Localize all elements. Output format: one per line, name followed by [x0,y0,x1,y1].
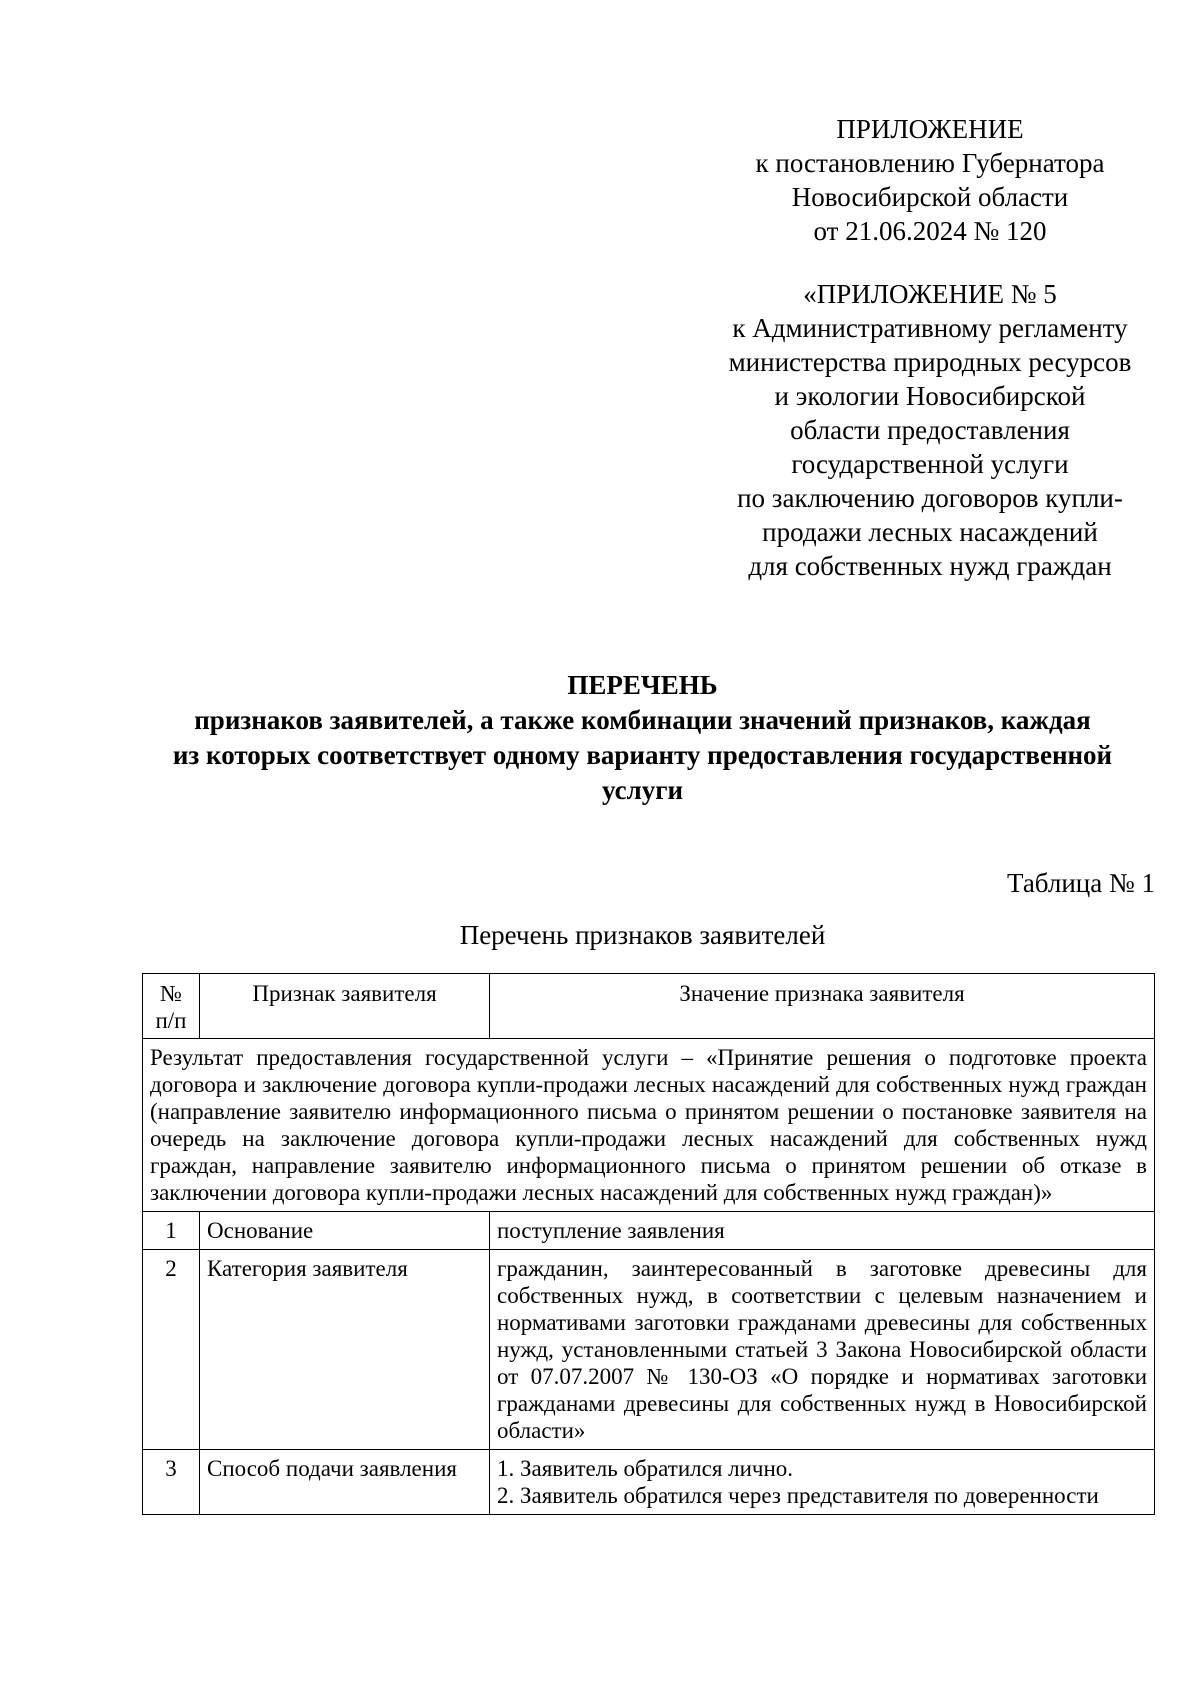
reglament-appendix-line: министерства природных ресурсов [728,347,1132,377]
row-value [490,1450,1155,1515]
header-value: Значение признака заявителя [490,974,1155,1039]
row-number: 1 [143,1212,200,1250]
title-subtitle-line: из которых соответствует одному варианту предоставления государственной [172,740,1113,770]
header-number: № п/п [143,974,200,1039]
row-value: гражданин, заинтересованный в заготовке древесины для собственных нужд, в соответствии с целевым назначением и нормативами заготовки гражданами древесины для собственных нужд, установленными статьей 3 Закона Новосибирской области от 07.07.2007 № 130-ОЗ «О порядке и нормативах заготовки гражданами древесины для собственных нужд в Новосибирской области» [490,1250,1155,1450]
title-subtitle-line: услуги [601,775,684,805]
table-caption: Перечень признаков заявителей [459,920,826,950]
appendix-line: Новосибирской области [791,182,1069,212]
row-number: 3 [143,1450,200,1515]
result-row [143,1039,1155,1212]
appendix-header [700,112,1160,248]
applicant-features-table [142,973,1155,1515]
row-feature: Категория заявителя [200,1250,490,1450]
title-subtitle-line: признаков заявителей, а также комбинации значений признаков, каждая [194,705,1091,735]
reglament-appendix-line: области предоставления [790,415,1070,445]
reglament-appendix-line: к Административному регламенту [732,313,1128,343]
row-value: поступление заявления [490,1212,1155,1250]
appendix-line: к постановлению Губернатора [755,148,1105,178]
reglament-appendix-line: для собственных нужд граждан [748,551,1112,581]
appendix-title: ПРИЛОЖЕНИЕ [836,114,1024,144]
reglament-appendix-line: и экологии Новосибирской [774,381,1086,411]
table-row [143,1250,1155,1450]
row-value-item: 1. Заявитель обратился лично. [497,1456,794,1481]
table-number: Таблица № 1 [1007,868,1155,898]
row-value-item: 2. Заявитель обратился через представителя по доверенности [497,1483,1099,1508]
title-heading: ПЕРЕЧЕНЬ [567,670,718,700]
appendix-date-number: от 21.06.2024 № 120 [813,216,1047,246]
table-row [143,1450,1155,1515]
result-cell: Результат предоставления государственной услуги – «Принятие решения о подготовке проекта договора и заключение договора купли-продажи лесных насаждений для собственных нужд граждан (направление заявителю информационного письма о принятом решении о постановке заявителя на очередь на заключение договора купли-продажи лесных насаждений для собственных нужд граждан, направление заявителю информационного письма о принятом решении об отказе в заключении договора купли-продажи лесных насаждений для собственных нужд граждан)» [143,1039,1155,1212]
reglament-appendix-line: по заключению договоров купли- [737,483,1123,513]
reglament-appendix-line: продажи лесных насаждений [762,517,1098,547]
document-title [130,668,1155,808]
table-header-row [143,974,1155,1039]
table-row [143,1212,1155,1250]
reglament-appendix-title: «ПРИЛОЖЕНИЕ № 5 [803,279,1057,309]
row-feature: Основание [200,1212,490,1250]
reglament-appendix-line: государственной услуги [791,449,1069,479]
reglament-appendix-header [700,277,1160,583]
header-feature: Признак заявителя [200,974,490,1039]
row-number: 2 [143,1250,200,1450]
row-feature: Способ подачи заявления [200,1450,490,1515]
